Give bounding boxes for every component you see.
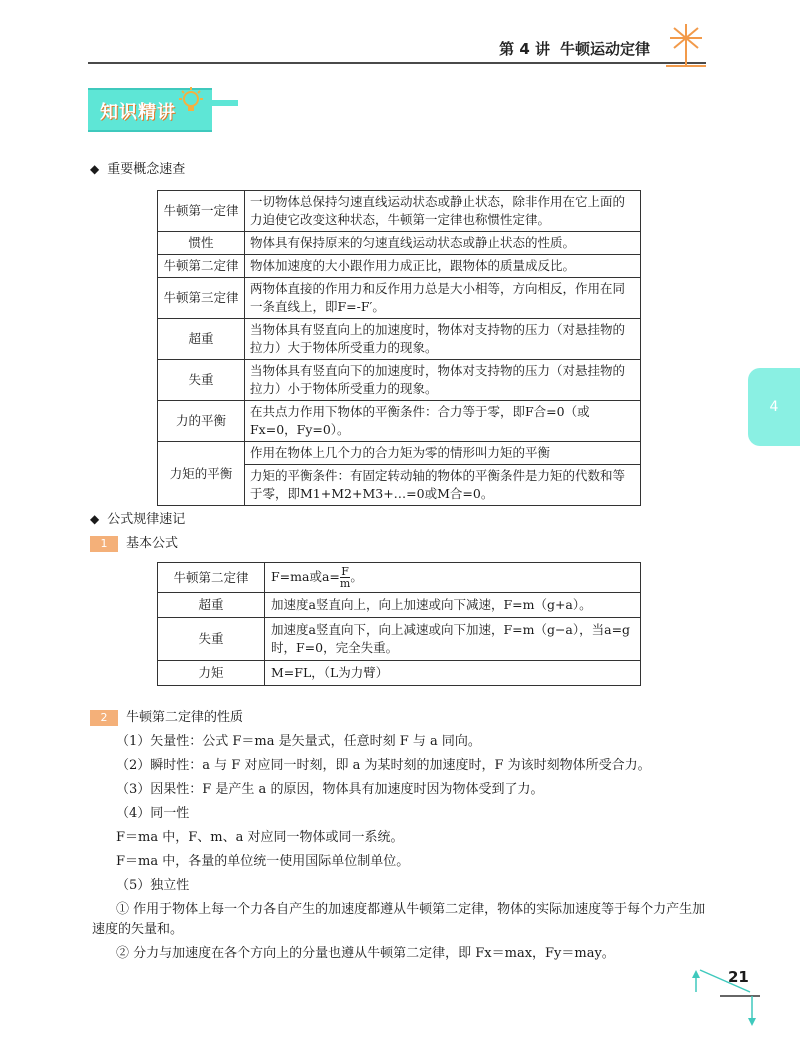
fraction bbox=[340, 566, 350, 589]
diamond-bullet-icon: ◆ bbox=[90, 512, 100, 526]
table-row bbox=[158, 319, 641, 360]
concept-term: 牛顿第二定律 bbox=[158, 255, 245, 278]
table-row bbox=[158, 593, 641, 618]
table-row bbox=[158, 255, 641, 278]
concept-term: 力矩的平衡 bbox=[158, 442, 245, 506]
formula-desc: 加速度a竖直向上，向上加速或向下减速，F=m（g+a）。 bbox=[265, 593, 641, 618]
sub-title: 牛顿第二定律的性质 bbox=[126, 710, 244, 725]
fraction-numerator: F bbox=[341, 565, 349, 578]
concepts-heading-text: 重要概念速查 bbox=[107, 162, 186, 177]
lightbulb-icon bbox=[176, 86, 206, 116]
property-line: ① 作用于物体上每一个力各自产生的加速度都遵从牛顿第二定律，物体的实际加速度等于每个力产生加 bbox=[116, 902, 706, 917]
table-row bbox=[158, 661, 641, 686]
concept-desc: 当物体具有竖直向下的加速度时，物体对支持物的压力（对悬挂物的拉力）小于物体所受重力的现象。 bbox=[245, 360, 641, 401]
concept-term: 牛顿第一定律 bbox=[158, 191, 245, 232]
formula-desc: 加速度a竖直向下，向上减速或向下加速，F=m（g−a），当a=g时，F=0，完全失重。 bbox=[265, 618, 641, 661]
header-divider bbox=[88, 62, 706, 64]
formula-term: 牛顿第二定律 bbox=[158, 563, 265, 593]
formula-table bbox=[157, 562, 641, 686]
concept-desc: 力矩的平衡条件：有固定转动轴的物体的平衡条件是力矩的代数和等于零，即M1+M2+M3+…=0或M合=0。 bbox=[245, 465, 641, 506]
page-header-title bbox=[489, 38, 650, 59]
table-row bbox=[158, 618, 641, 661]
formula-desc: M=FL，（L为力臂） bbox=[265, 661, 641, 686]
table-row bbox=[158, 360, 641, 401]
concept-desc: 一切物体总保持匀速直线运动状态或静止状态，除非作用在它上面的力迫使它改变这种状态，牛顿第一定律也称惯性定律。 bbox=[245, 191, 641, 232]
property-line: （4）同一性 bbox=[116, 806, 190, 821]
concepts-heading bbox=[90, 158, 185, 177]
table-row bbox=[158, 401, 641, 442]
concept-desc: 物体加速度的大小跟作用力成正比，跟物体的质量成反比。 bbox=[245, 255, 641, 278]
concept-term: 超重 bbox=[158, 319, 245, 360]
table-row bbox=[158, 442, 641, 465]
formulas-heading bbox=[90, 508, 185, 527]
table-row bbox=[158, 232, 641, 255]
property-line: （1）矢量性：公式 F＝ma 是矢量式，任意时刻 F 与 a 同向。 bbox=[116, 734, 481, 749]
formula-desc bbox=[265, 563, 641, 593]
property-line: ② 分力与加速度在各个方向上的分量也遵从牛顿第二定律，即 Fx＝max，Fy＝may。 bbox=[116, 946, 615, 961]
concept-desc: 作用在物体上几个力的合力矩为零的情形叫力矩的平衡 bbox=[245, 442, 641, 465]
concept-desc: 在共点力作用下物体的平衡条件：合力等于零，即F合=0（或Fx=0，Fy=0）。 bbox=[245, 401, 641, 442]
formula-suffix: 。 bbox=[350, 569, 363, 584]
concept-desc: 两物体直接的作用力和反作用力总是大小相等，方向相反，作用在同一条直线上，即F=-F′。 bbox=[245, 278, 641, 319]
concept-desc: 当物体具有竖直向上的加速度时，物体对支持物的压力（对悬挂物的拉力）大于物体所受重力的现象。 bbox=[245, 319, 641, 360]
basic-formula-subheading bbox=[90, 532, 178, 552]
concept-term: 惯性 bbox=[158, 232, 245, 255]
property-line: （5）独立性 bbox=[116, 878, 190, 893]
formula-term: 超重 bbox=[158, 593, 265, 618]
concept-term: 牛顿第三定律 bbox=[158, 278, 245, 319]
formula-prefix: F=ma或a= bbox=[271, 569, 340, 584]
property-line: F＝ma 中，F、m、a 对应同一物体或同一系统。 bbox=[116, 830, 404, 845]
windmill-icon bbox=[662, 22, 710, 68]
lecture-number: 第 4 讲 bbox=[499, 40, 550, 58]
concept-term: 失重 bbox=[158, 360, 245, 401]
chapter-title: 牛顿运动定律 bbox=[559, 40, 650, 58]
sub-number-badge: 2 bbox=[90, 710, 118, 726]
property-line: （2）瞬时性：a 与 F 对应同一时刻，即 a 为某时刻的加速度时，F 为该时刻物体所受合力。 bbox=[116, 758, 651, 773]
concept-term: 力的平衡 bbox=[158, 401, 245, 442]
formula-term: 失重 bbox=[158, 618, 265, 661]
properties-subheading bbox=[90, 706, 243, 726]
banner-title: 知识精讲 bbox=[100, 102, 176, 123]
formulas-heading-text: 公式规律速记 bbox=[107, 512, 186, 527]
property-line: F＝ma 中，各量的单位统一使用国际单位制单位。 bbox=[116, 854, 410, 869]
formula-term: 力矩 bbox=[158, 661, 265, 686]
table-row bbox=[158, 278, 641, 319]
concept-desc: 物体具有保持原来的匀速直线运动状态或静止状态的性质。 bbox=[245, 232, 641, 255]
fraction-denominator: m bbox=[339, 577, 351, 590]
table-row bbox=[158, 563, 641, 593]
chapter-side-tab: 4 bbox=[748, 368, 800, 446]
sub-title: 基本公式 bbox=[126, 536, 179, 551]
page-number: 21 bbox=[728, 968, 749, 986]
table-row bbox=[158, 191, 641, 232]
property-line: （3）因果性：F 是产生 a 的原因，物体具有加速度时因为物体受到了力。 bbox=[116, 782, 544, 797]
sub-number-badge: 1 bbox=[90, 536, 118, 552]
vector-diagram-icon bbox=[690, 962, 770, 1028]
diamond-bullet-icon: ◆ bbox=[90, 162, 100, 176]
concepts-table bbox=[157, 190, 641, 506]
banner-tail bbox=[212, 100, 238, 106]
property-line: 速度的矢量和。 bbox=[92, 922, 184, 937]
